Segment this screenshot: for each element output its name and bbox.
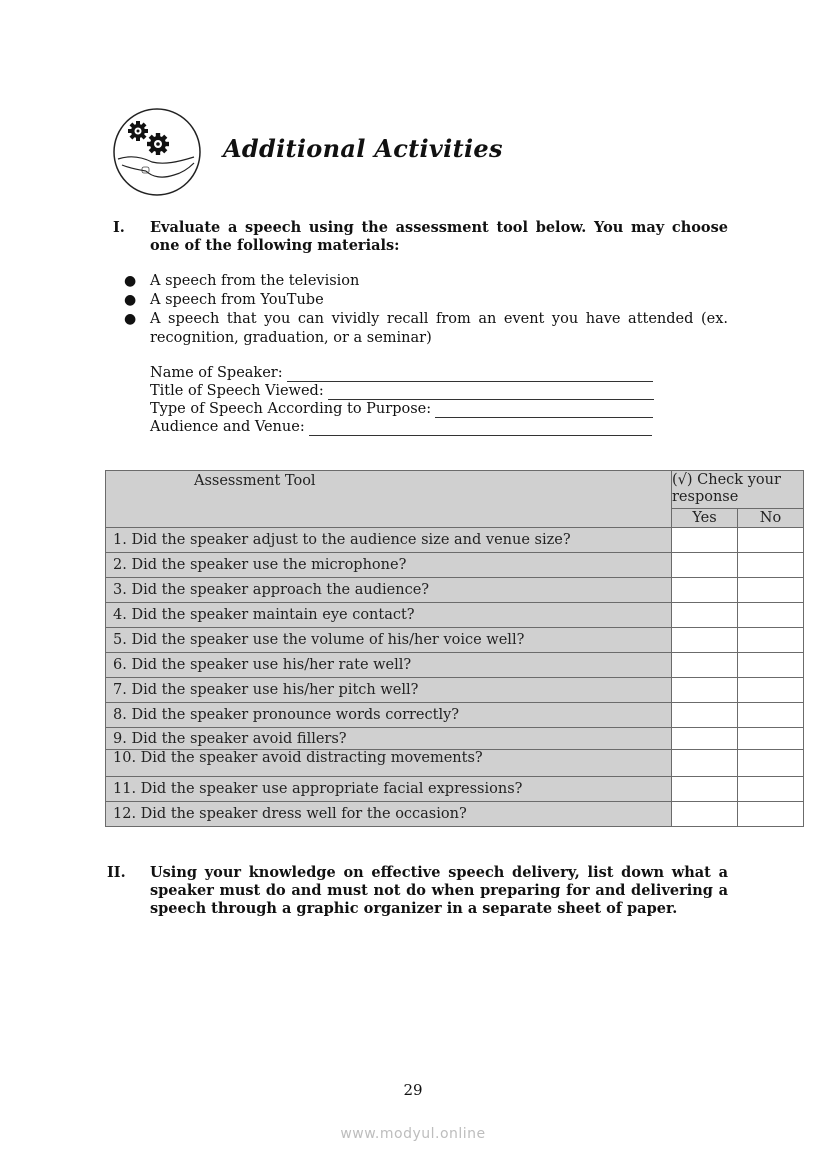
field-label: Name of Speaker: bbox=[150, 365, 283, 381]
question-cell: 3. Did the speaker approach the audience? bbox=[106, 578, 672, 603]
no-checkbox-cell[interactable] bbox=[738, 603, 804, 628]
table-row bbox=[106, 728, 804, 750]
speech-type-input[interactable] bbox=[435, 404, 653, 418]
header-yes: Yes bbox=[672, 509, 738, 528]
no-checkbox-cell[interactable] bbox=[738, 678, 804, 703]
question-cell: 11. Did the speaker use appropriate facial expressions? bbox=[106, 777, 672, 802]
gears-on-hand-icon bbox=[112, 107, 202, 197]
question-cell: 6. Did the speaker use his/her rate well? bbox=[106, 653, 672, 678]
table-row bbox=[106, 802, 804, 827]
yes-checkbox-cell[interactable] bbox=[672, 553, 738, 578]
table-row bbox=[106, 528, 804, 553]
no-checkbox-cell[interactable] bbox=[738, 750, 804, 777]
question-cell: 5. Did the speaker use the volume of his/her voice well? bbox=[106, 628, 672, 653]
bullet-icon: ● bbox=[124, 311, 137, 327]
speech-type-field bbox=[150, 400, 654, 418]
speaker-name-field bbox=[150, 364, 654, 382]
header-check-response: (√) Check your response bbox=[672, 471, 804, 509]
question-cell: 9. Did the speaker avoid fillers? bbox=[106, 728, 672, 750]
yes-checkbox-cell[interactable] bbox=[672, 678, 738, 703]
table-row bbox=[106, 578, 804, 603]
yes-checkbox-cell[interactable] bbox=[672, 578, 738, 603]
no-checkbox-cell[interactable] bbox=[738, 777, 804, 802]
question-cell: 10. Did the speaker avoid distracting movements? bbox=[106, 750, 672, 777]
yes-checkbox-cell[interactable] bbox=[672, 528, 738, 553]
no-checkbox-cell[interactable] bbox=[738, 528, 804, 553]
audience-venue-input[interactable] bbox=[309, 422, 652, 436]
no-checkbox-cell[interactable] bbox=[738, 578, 804, 603]
yes-checkbox-cell[interactable] bbox=[672, 703, 738, 728]
field-label: Audience and Venue: bbox=[150, 419, 305, 435]
table-row bbox=[106, 750, 804, 777]
assessment-table bbox=[105, 470, 804, 827]
bullet-icon: ● bbox=[124, 273, 137, 289]
audience-venue-field bbox=[150, 418, 654, 436]
yes-checkbox-cell[interactable] bbox=[672, 750, 738, 777]
field-label: Title of Speech Viewed: bbox=[150, 383, 324, 399]
speaker-name-input[interactable] bbox=[287, 368, 653, 382]
question-cell: 7. Did the speaker use his/her pitch well? bbox=[106, 678, 672, 703]
question-cell: 2. Did the speaker use the microphone? bbox=[106, 553, 672, 578]
speech-info-fields bbox=[150, 364, 654, 436]
section-2-instruction: Using your knowledge on effective speech delivery, list down what a speaker must do and must not do when preparing for and delivering a speech through a graphic organizer in a separate sheet of paper. bbox=[150, 864, 728, 917]
table-row bbox=[106, 703, 804, 728]
speech-title-input[interactable] bbox=[328, 386, 654, 400]
yes-checkbox-cell[interactable] bbox=[672, 603, 738, 628]
table-row bbox=[106, 628, 804, 653]
no-checkbox-cell[interactable] bbox=[738, 728, 804, 750]
section-2-number: II. bbox=[107, 864, 126, 881]
question-cell: 12. Did the speaker dress well for the occasion? bbox=[106, 802, 672, 827]
section-1-number: I. bbox=[113, 219, 125, 236]
yes-checkbox-cell[interactable] bbox=[672, 653, 738, 678]
page-title: Additional Activities bbox=[223, 134, 503, 163]
question-cell: 1. Did the speaker adjust to the audience size and venue size? bbox=[106, 528, 672, 553]
materials-list bbox=[124, 272, 728, 348]
no-checkbox-cell[interactable] bbox=[738, 703, 804, 728]
header-no: No bbox=[738, 509, 804, 528]
list-item: ● A speech that you can vividly recall from an event you have attended (ex. recognition, graduation, or a seminar) bbox=[124, 311, 728, 346]
no-checkbox-cell[interactable] bbox=[738, 553, 804, 578]
table-row bbox=[106, 603, 804, 628]
page-number: 29 bbox=[403, 1081, 423, 1099]
watermark: www.modyul.online bbox=[340, 1126, 486, 1142]
yes-checkbox-cell[interactable] bbox=[672, 728, 738, 750]
no-checkbox-cell[interactable] bbox=[738, 802, 804, 827]
bullet-icon: ● bbox=[124, 292, 137, 308]
list-item: ● A speech from the television bbox=[124, 273, 360, 289]
yes-checkbox-cell[interactable] bbox=[672, 628, 738, 653]
yes-checkbox-cell[interactable] bbox=[672, 777, 738, 802]
field-label: Type of Speech According to Purpose: bbox=[150, 401, 432, 417]
table-row bbox=[106, 553, 804, 578]
speech-title-field bbox=[150, 382, 654, 400]
table-row bbox=[106, 678, 804, 703]
no-checkbox-cell[interactable] bbox=[738, 653, 804, 678]
question-cell: 4. Did the speaker maintain eye contact? bbox=[106, 603, 672, 628]
no-checkbox-cell[interactable] bbox=[738, 628, 804, 653]
table-row bbox=[106, 653, 804, 678]
yes-checkbox-cell[interactable] bbox=[672, 802, 738, 827]
question-cell: 8. Did the speaker pronounce words correctly? bbox=[106, 703, 672, 728]
header-assessment-tool: Assessment Tool bbox=[106, 471, 672, 528]
list-item: ● A speech from YouTube bbox=[124, 292, 324, 308]
section-1-instruction: Evaluate a speech using the assessment tool below. You may choose one of the following materials: bbox=[150, 219, 728, 254]
table-row bbox=[106, 777, 804, 802]
